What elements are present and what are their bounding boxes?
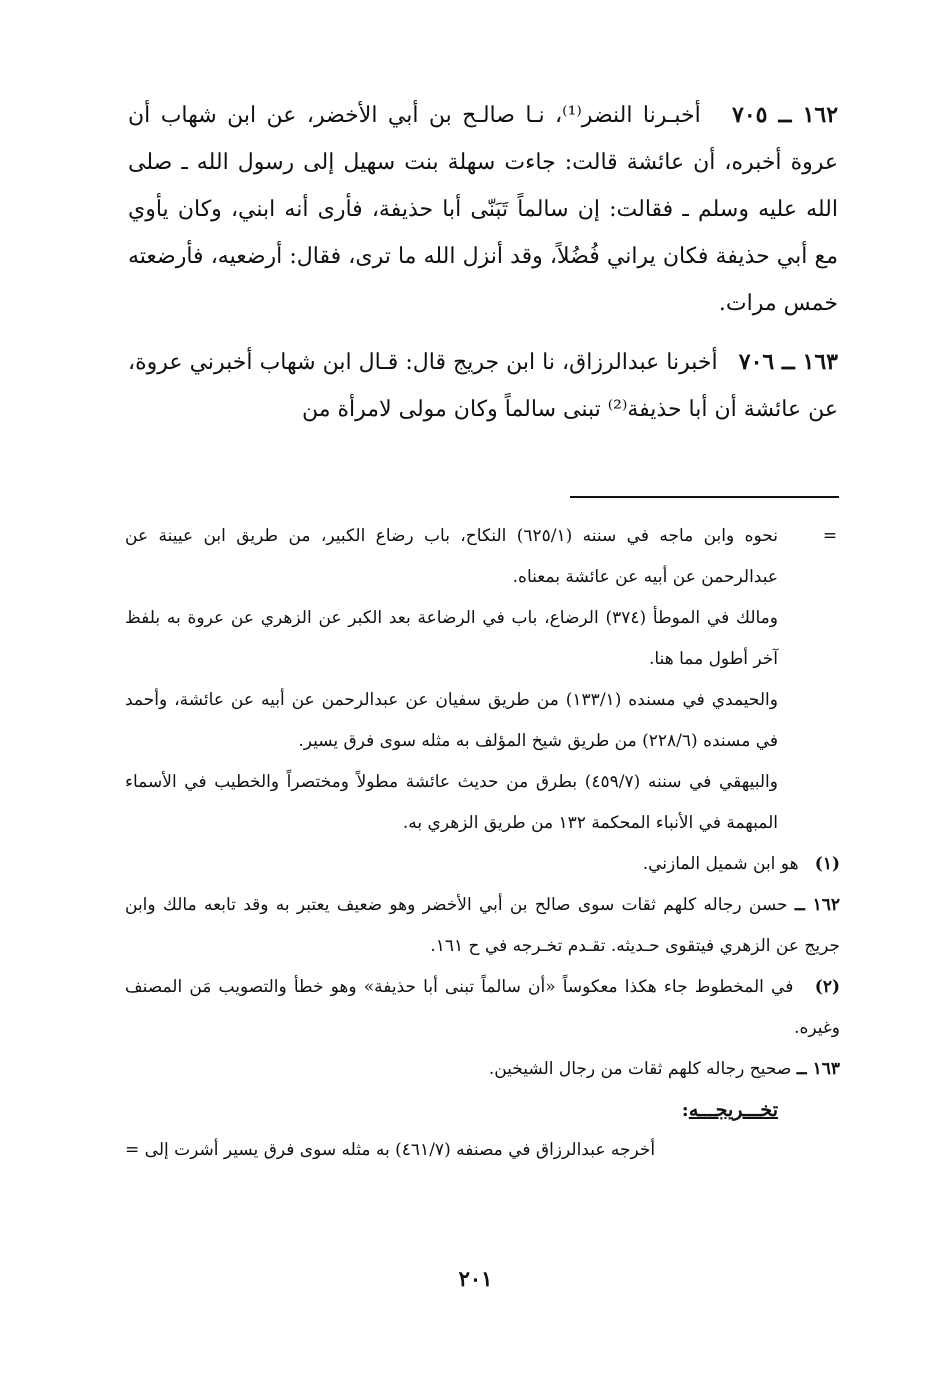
- grade-note-163: [125, 1049, 840, 1090]
- footnote-2: [125, 967, 840, 1049]
- continuation-mark: =: [822, 526, 838, 546]
- main-text: [128, 92, 838, 445]
- footnote-text: في المخطوط جاء هكذا معكوساً «أن سالماً تبنى أبا حذيفة» وهو خطأ والتصويب مَن المصنف وغيره.: [125, 977, 840, 1038]
- takhrij-body: أخرجه عبدالرزاق في مصنفه (٤٦١/٧) به مثله سوى فرق يسير أشرت إلى =: [125, 1140, 656, 1160]
- hadith-706: [128, 339, 838, 433]
- footnote-paragraph: نحوه وابن ماجه في سننه (٦٢٥/١) النكاح، باب رضاع الكبير، من طريق ابن عيينة عن عبدالرحمن عن أبيه عن عائشة بمعناه.: [125, 526, 778, 587]
- page-number: ٢٠١: [458, 1266, 493, 1291]
- footnote-paragraph: والبيهقي في سننه (٤٥٩/٧) بطرق من حديث عائشة مطولاً ومختصراً والخطيب في الأسماء المبهمة في الأنباء المحكمة ١٣٢ من طريق الزهري به.: [125, 772, 778, 833]
- footnote-continuation: [125, 516, 840, 598]
- footnote-text: هو ابن شميل المازني.: [642, 854, 799, 874]
- footnote-continuation: [125, 680, 840, 762]
- footnote-label: (١): [814, 854, 840, 874]
- hadith-705: [128, 92, 838, 327]
- footnote-separator: [570, 496, 839, 498]
- footnote-paragraph: ومالك في الموطأ (٣٧٤) الرضاع، باب في الرضاعة بعد الكبر عن الزهري عن عروة به بلفظ آخر أطول مما هنا.: [125, 608, 778, 669]
- footnotes-section: [125, 516, 840, 1171]
- hadith-number: ١٦٢ ــ ٧٠٥: [732, 102, 839, 128]
- footnote-1: [125, 844, 840, 885]
- footnote-continuation: [125, 762, 840, 844]
- footnote-label: (٢): [814, 977, 840, 997]
- grade-text: صحيح رجاله كلهم ثقات من رجال الشيخين.: [488, 1059, 792, 1079]
- hadith-text: أخبـرنا النضر⁽¹⁾، نـا صالـح بن أبي الأخضر، عن ابن شهاب أن عروة أخبره، أن عائشة قالت: جاءت سهلة بنت سهيل إلى رسول الله ـ صلى الله عليه وسلم ـ فقالت: إن سالماً تَبَنّى أبا حذيفة، فأرى أنه ابني، وكان يأوي مع أبي حذيفة فكان يراني فُضُلاً، وقد أنزل الله ما ترى، فقال: أرضعيه، فأرضعته خمس مرات.: [128, 103, 838, 316]
- grade-label: ١٦٢ ــ: [794, 895, 841, 915]
- grade-label: ١٦٣ ــ: [796, 1059, 840, 1079]
- hadith-number: ١٦٣ ــ ٧٠٦: [738, 349, 838, 375]
- takhrij-text: [125, 1130, 840, 1171]
- footnote-paragraph: والحيمدي في مسنده (١٣٣/١) من طريق سفيان عن عبدالرحمن عن أبيه عن عائشة، وأحمد في مسنده (٢٢٨/٦) من طريق شيخ المؤلف به مثله سوى فرق يسير.: [125, 690, 778, 751]
- takhrij-heading-text: تخـــريجـــه: [688, 1099, 778, 1121]
- hadith-text: أخبرنا عبدالرزاق، نا ابن جريج قال: قـال ابن شهاب أخبرني عروة، عن عائشة أن أبا حذيفة⁽²⁾ تبنى سالماً وكان مولى لامرأة من: [128, 350, 838, 422]
- takhrij-heading-colon: :: [681, 1099, 689, 1121]
- grade-text: حسن رجاله كلهم ثقات سوى صالح بن أبي الأخضر وهو ضعيف يعتبر به وقد تابعه مالك وابن جريج عن الزهري فيتقوى حـديثه. تقـدم تخـرجه في ح ١٦١.: [125, 895, 840, 956]
- footnote-continuation: [125, 598, 840, 680]
- grade-note-162: [125, 885, 840, 967]
- takhrij-heading: [125, 1090, 840, 1130]
